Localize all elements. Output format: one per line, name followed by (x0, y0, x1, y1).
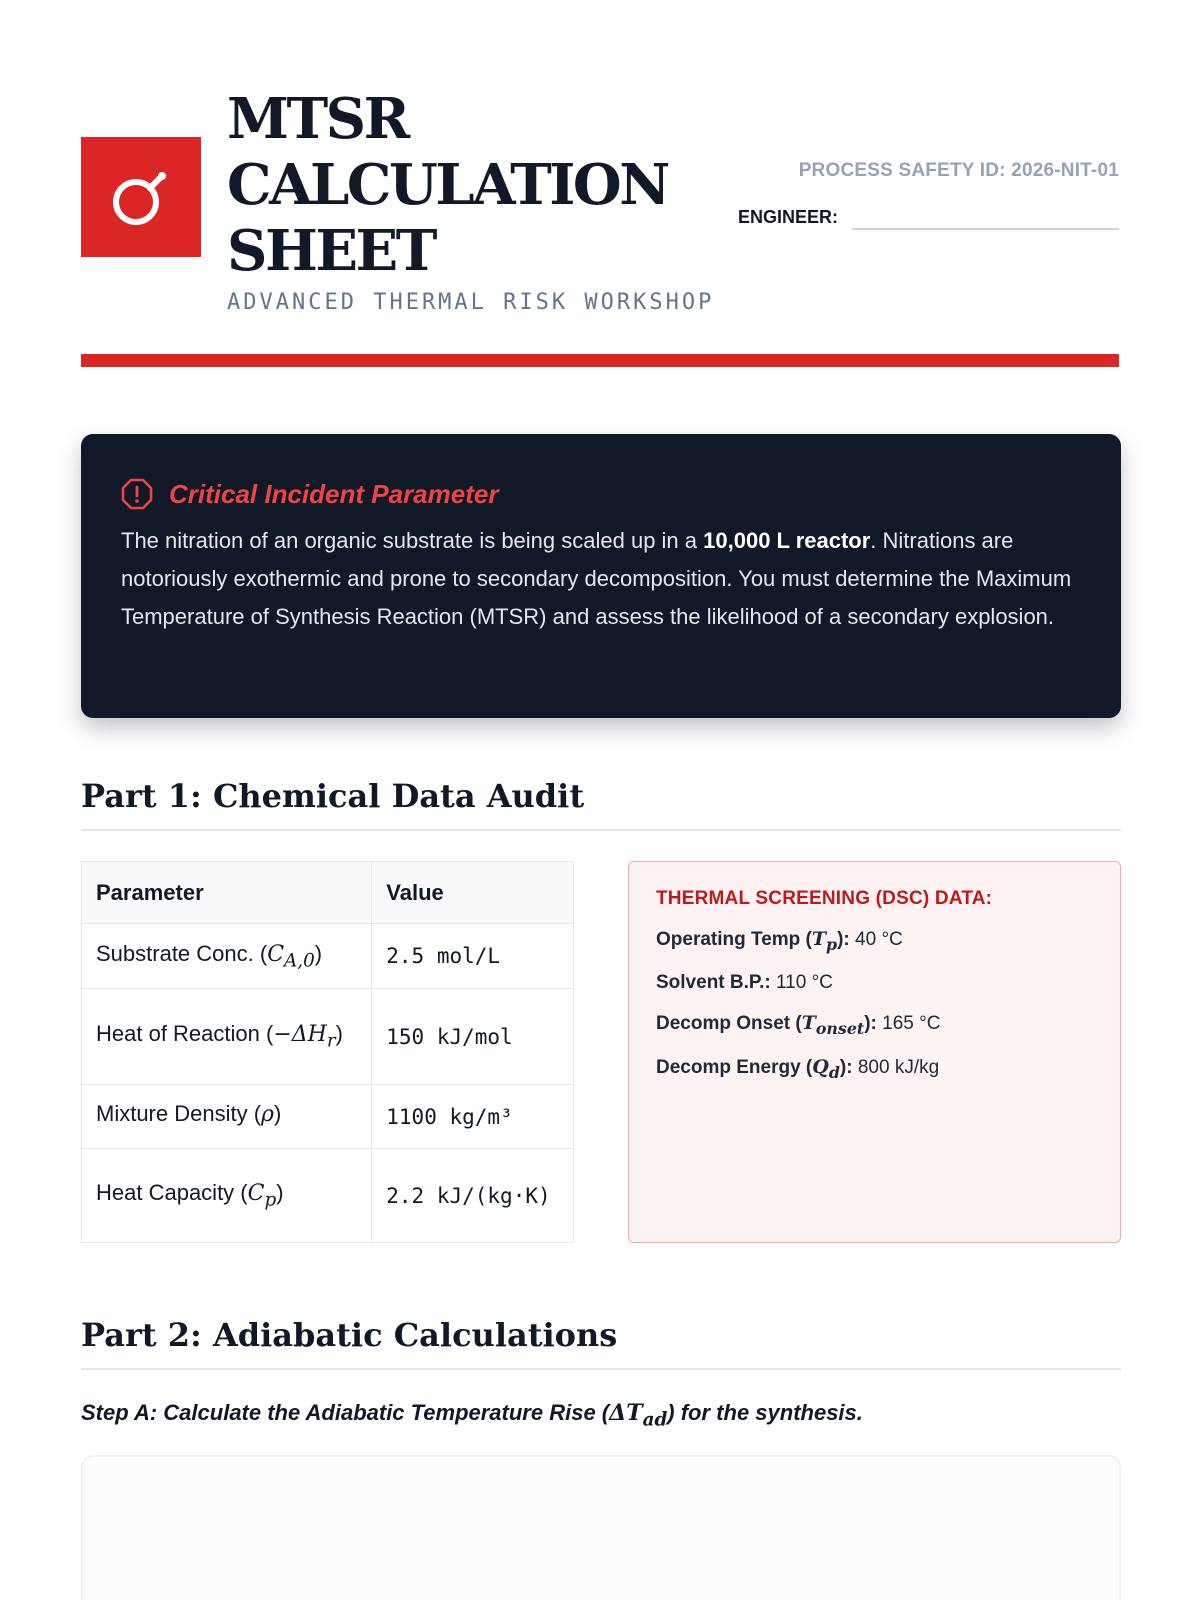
dsc-label-text: Decomp Onset ( (656, 1012, 802, 1034)
dsc-symbol: T (801, 1011, 816, 1034)
dsc-subscript: d (828, 1062, 840, 1082)
dsc-symbol: T (811, 928, 827, 950)
parameter-close: ) (335, 1021, 343, 1047)
parameter-subscript: p (264, 1189, 277, 1211)
parameter-cell (82, 1085, 372, 1149)
dsc-row (656, 928, 1093, 954)
parameter-close: ) (314, 940, 323, 966)
dsc-label (656, 928, 850, 954)
column-header-parameter: Parameter (82, 862, 372, 924)
parameter-subscript: r (326, 1030, 336, 1052)
alert-text (121, 522, 1081, 636)
engineer-field[interactable] (852, 204, 1119, 230)
value-cell: 2.5 mol/L (372, 924, 574, 989)
header (81, 0, 1119, 360)
part1-heading: Part 1: Chemical Data Audit (81, 777, 1121, 831)
alert-text-end: . Nitrations are notoriously exothermic and prone to secondary decomposition. You must determine the Maximum Temperature of Synthesis Reaction (MTSR) and assess the likelihood of a secondary explosion. (121, 528, 1072, 629)
dsc-label-close: ): (839, 1056, 853, 1078)
dsc-label-close: ): (864, 1012, 877, 1034)
part2-heading: Part 2: Adiabatic Calculations (81, 1316, 1121, 1370)
parameter-symbol: −ΔH (273, 1022, 327, 1048)
chemical-data-table (81, 861, 574, 1243)
dsc-symbol: Q (812, 1055, 829, 1078)
column-header-value: Value (372, 862, 574, 924)
parameter-close: ) (276, 1180, 284, 1206)
dsc-subscript: onset (815, 1018, 865, 1038)
header-meta (719, 160, 1119, 230)
page-title: MTSR CALCULATION SHEET (227, 86, 668, 284)
step-a-text-end: ) for the synthesis. (667, 1400, 863, 1425)
dsc-value: 165 °C (876, 1012, 941, 1034)
parameter-label: Substrate Conc. ( (96, 940, 268, 966)
bomb-icon (106, 162, 176, 232)
parameter-symbol: ρ (261, 1102, 274, 1128)
title-block (227, 86, 747, 315)
dsc-value: 800 kJ/kg (852, 1056, 940, 1078)
dsc-title: THERMAL SCREENING (DSC) DATA: (656, 888, 993, 909)
critical-alert (81, 434, 1121, 718)
parameter-cell (82, 1149, 372, 1243)
parameter-close: ) (273, 1101, 282, 1127)
table-row (82, 989, 574, 1085)
value-cell: 2.2 kJ/(kg·K) (372, 1149, 574, 1243)
dsc-row (656, 1056, 1093, 1082)
parameter-subscript: A,0 (284, 950, 315, 972)
parameter-cell (82, 924, 372, 989)
table-row (82, 924, 574, 989)
table-row (82, 1149, 574, 1243)
dsc-value: 40 °C (849, 929, 903, 950)
dsc-label-close: ): (837, 929, 850, 950)
step-a-text-start: Step A: Calculate the Adiabatic Temperature Rise ( (81, 1400, 610, 1425)
dsc-label-text: Operating Temp ( (656, 929, 812, 950)
parameter-symbol: C (247, 1181, 265, 1207)
dsc-label (656, 1011, 877, 1038)
dsc-subscript: p (826, 934, 838, 954)
alert-title: Critical Incident Parameter (169, 478, 499, 509)
parameter-label: Mixture Density ( (96, 1101, 262, 1127)
logo (81, 137, 201, 257)
alert-text-emphasis: 10,000 L reactor (703, 528, 871, 553)
dsc-label (656, 972, 771, 993)
parameter-label: Heat of Reaction ( (96, 1021, 274, 1047)
value-cell: 150 kJ/mol (372, 989, 574, 1085)
dsc-label (656, 1055, 853, 1082)
dsc-value: 110 °C (770, 971, 833, 993)
table-row (82, 1085, 574, 1149)
safety-id: PROCESS SAFETY ID: 2026-NIT-01 (798, 160, 1119, 181)
value-cell: 1100 kg/m³ (372, 1085, 574, 1149)
step-a-subscript: ad (642, 1409, 668, 1431)
dsc-label-text: Decomp Energy ( (656, 1056, 813, 1078)
step-a-answer-area[interactable] (81, 1455, 1121, 1600)
dsc-row (656, 1012, 1093, 1038)
dsc-data-panel (628, 861, 1121, 1243)
page-subtitle: ADVANCED THERMAL RISK WORKSHOP (227, 290, 715, 315)
table-header-row (82, 862, 574, 924)
alert-octagon-icon (121, 478, 153, 510)
parameter-symbol: C (267, 941, 285, 967)
parameter-label: Heat Capacity ( (96, 1180, 248, 1206)
dsc-label-text: Solvent B.P.: (656, 971, 771, 993)
step-a-symbol: ΔT (609, 1400, 643, 1426)
parameter-cell (82, 989, 372, 1085)
step-a-prompt (81, 1400, 863, 1430)
dsc-row (656, 972, 1093, 994)
alert-header (121, 478, 1081, 510)
engineer-row (719, 204, 1119, 230)
engineer-label: ENGINEER: (737, 207, 838, 227)
alert-text-start: The nitration of an organic substrate is being scaled up in a (121, 528, 704, 553)
header-divider (81, 354, 1119, 367)
